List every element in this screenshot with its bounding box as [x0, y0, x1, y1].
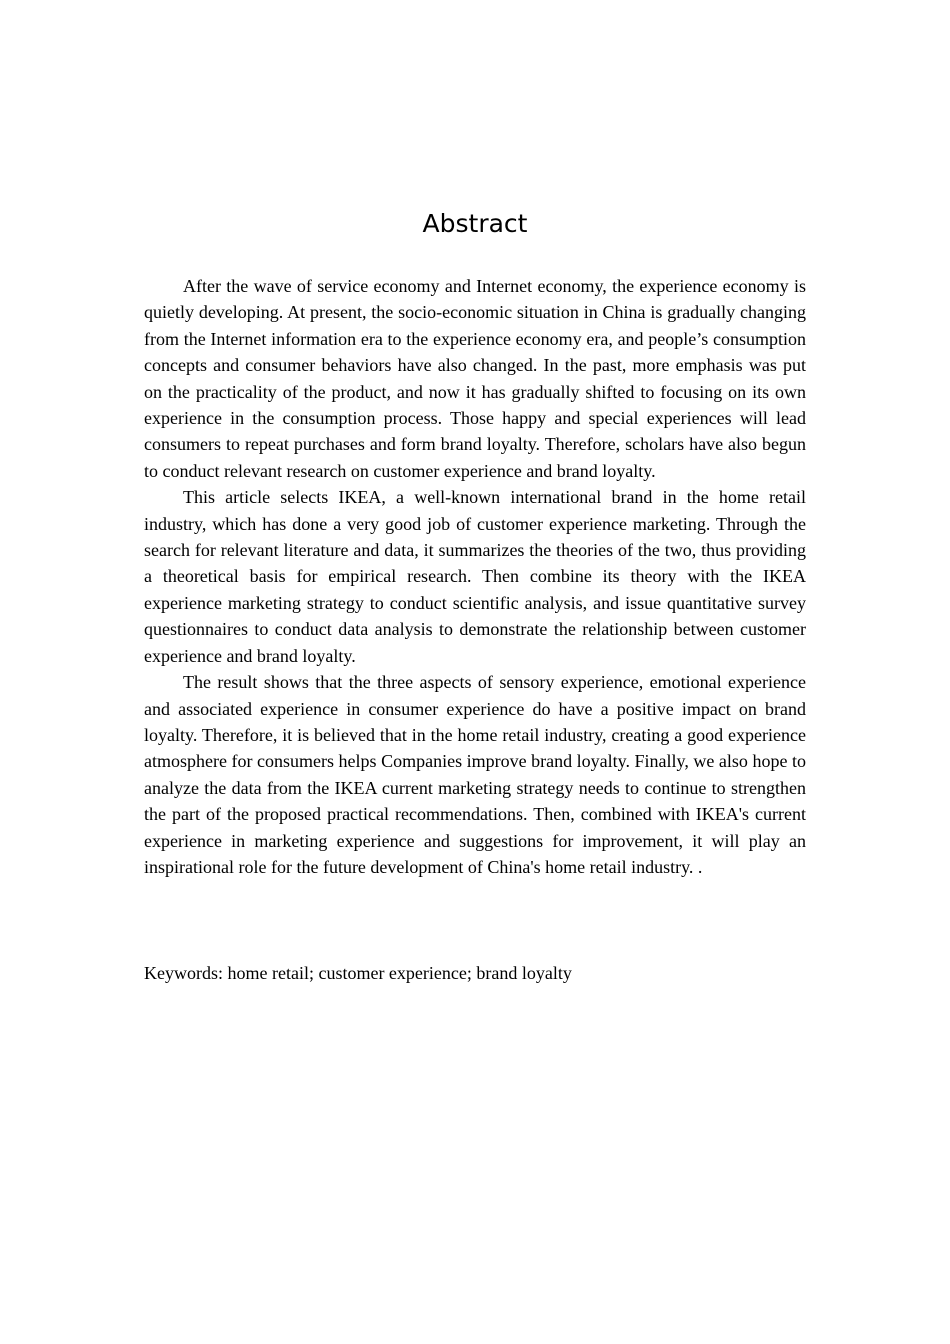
abstract-body	[144, 273, 806, 880]
page-title: Abstract	[422, 209, 528, 238]
abstract-paragraph-1: After the wave of service economy and Internet economy, the experience economy is quietly developing. At present, the socio-economic situation in China is gradually changing from the Internet information era to the experience economy era, and people’s consumption concepts and consumer behaviors have also changed. In the past, more emphasis was put on the practicality of the product, and now it has gradually shifted to focusing on its own experience in the consumption process. Those happy and special experiences will lead consumers to repeat purchases and form brand loyalty. Therefore, scholars have also begun to conduct relevant research on customer experience and brand loyalty.	[144, 276, 806, 481]
abstract-paragraph-3: The result shows that the three aspects of sensory experience, emotional experience and associated experience in consumer experience do have a positive impact on brand loyalty. Therefore, it is believed that in the home retail industry, creating a good experience atmosphere for consumers helps Companies improve brand loyalty. Finally, we also hope to analyze the data from the IKEA current marketing strategy needs to continue to strengthen the part of the proposed practical recommendations. Then, combined with IKEA's current experience in marketing experience and suggestions for improvement, it will play an inspirational role for the future development of China's home retail industry. .	[144, 672, 806, 877]
abstract-paragraph-2: This article selects IKEA, a well-known international brand in the home retail industry, which has done a very good job of customer experience marketing. Through the search for relevant literature and data, it summarizes the theories of the two, thus providing a theoretical basis for empirical research. Then combine its theory with the IKEA experience marketing strategy to conduct scientific analysis, and issue quantitative survey questionnaires to conduct data analysis to demonstrate the relationship between customer experience and brand loyalty.	[144, 487, 806, 666]
keywords-line: Keywords: home retail; customer experience; brand loyalty	[144, 963, 572, 983]
